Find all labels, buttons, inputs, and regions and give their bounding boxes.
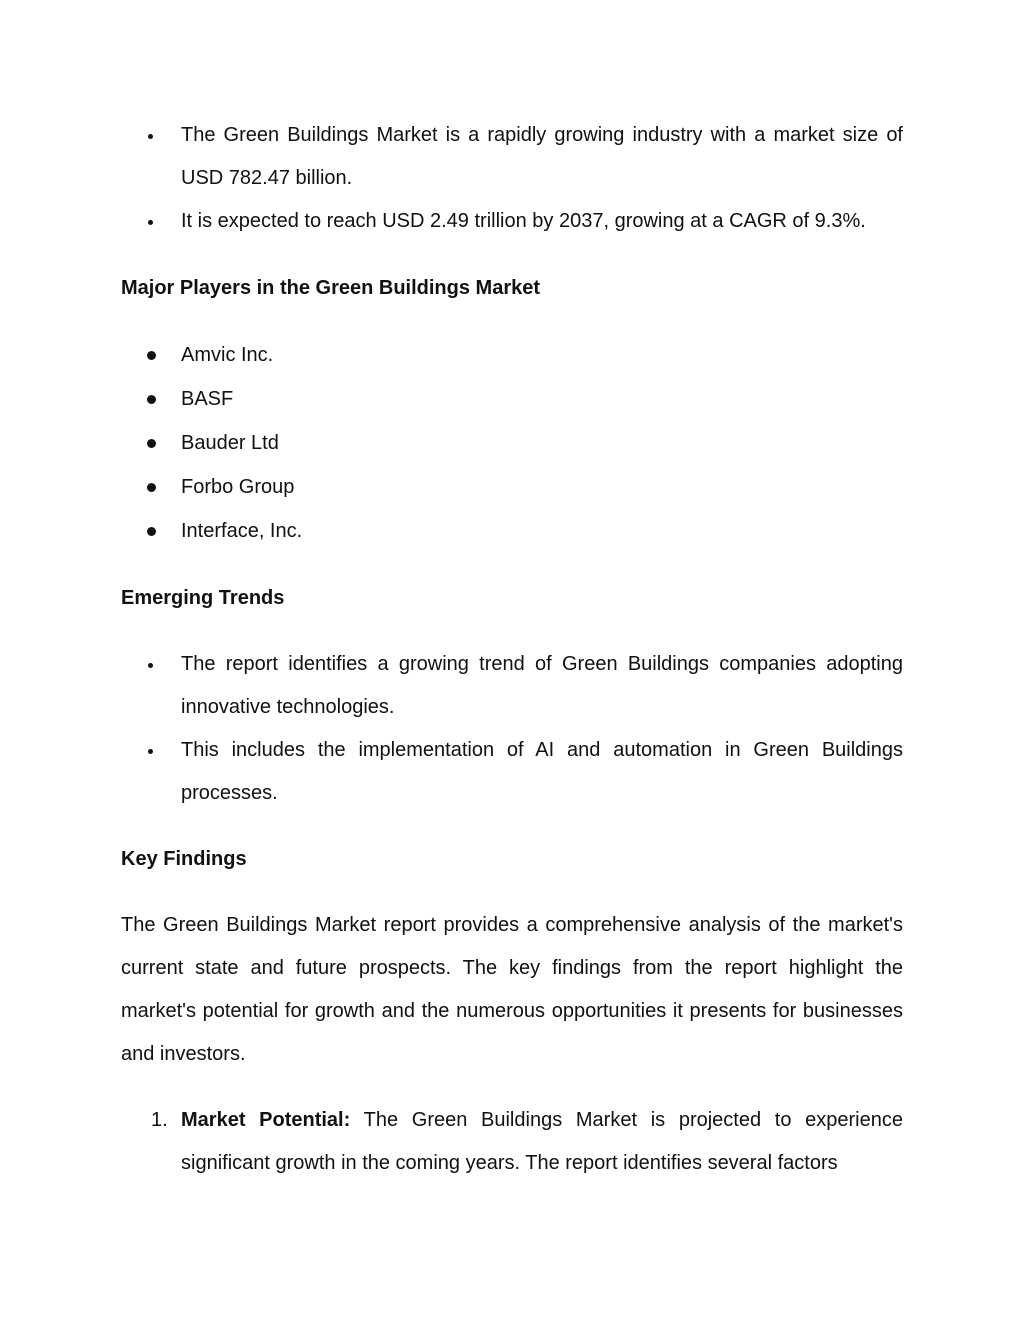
list-item [121, 378, 903, 421]
findings-paragraph: The Green Buildings Market report provides a comprehensive analysis of the market's current state and future prospects. The key findings from the report highlight the market's potential for growth and the numerous opportunities it presents for businesses and investors. [121, 914, 903, 1065]
list-item [121, 510, 903, 553]
player-name: Forbo Group [181, 476, 295, 498]
list-item [121, 643, 903, 729]
section-heading: Major Players in the Green Buildings Market [121, 277, 541, 299]
bullet-text: It is expected to reach USD 2.49 trillion by 2037, growing at a CAGR of 9.3%. [181, 210, 866, 232]
list-item [121, 334, 903, 377]
bullet-text: The Green Buildings Market is a rapidly growing industry with a market size of USD 782.47 billion. [181, 124, 903, 189]
player-name: Interface, Inc. [181, 520, 303, 542]
item-body: The Green Buildings Market is projected to experience significant growth in the coming years. The report identifies several factors [181, 1109, 903, 1174]
bullet-text: The report identifies a growing trend of Green Buildings companies adopting innovative technologies. [181, 653, 903, 718]
bullet-text: This includes the implementation of AI and automation in Green Buildings processes. [181, 739, 903, 804]
list-item [121, 422, 903, 465]
item-number: 1. [151, 1109, 168, 1131]
player-name: BASF [181, 388, 234, 410]
section-heading: Emerging Trends [121, 587, 285, 609]
list-item [121, 200, 903, 243]
player-name: Amvic Inc. [181, 344, 274, 366]
numbered-item [121, 1099, 903, 1185]
section-heading: Key Findings [121, 848, 247, 870]
player-name: Bauder Ltd [181, 432, 279, 454]
item-label: Market Potential: [181, 1109, 351, 1131]
list-item [121, 114, 903, 200]
numbered-item-text [181, 1099, 903, 1185]
list-item [121, 729, 903, 815]
list-item [121, 466, 903, 509]
